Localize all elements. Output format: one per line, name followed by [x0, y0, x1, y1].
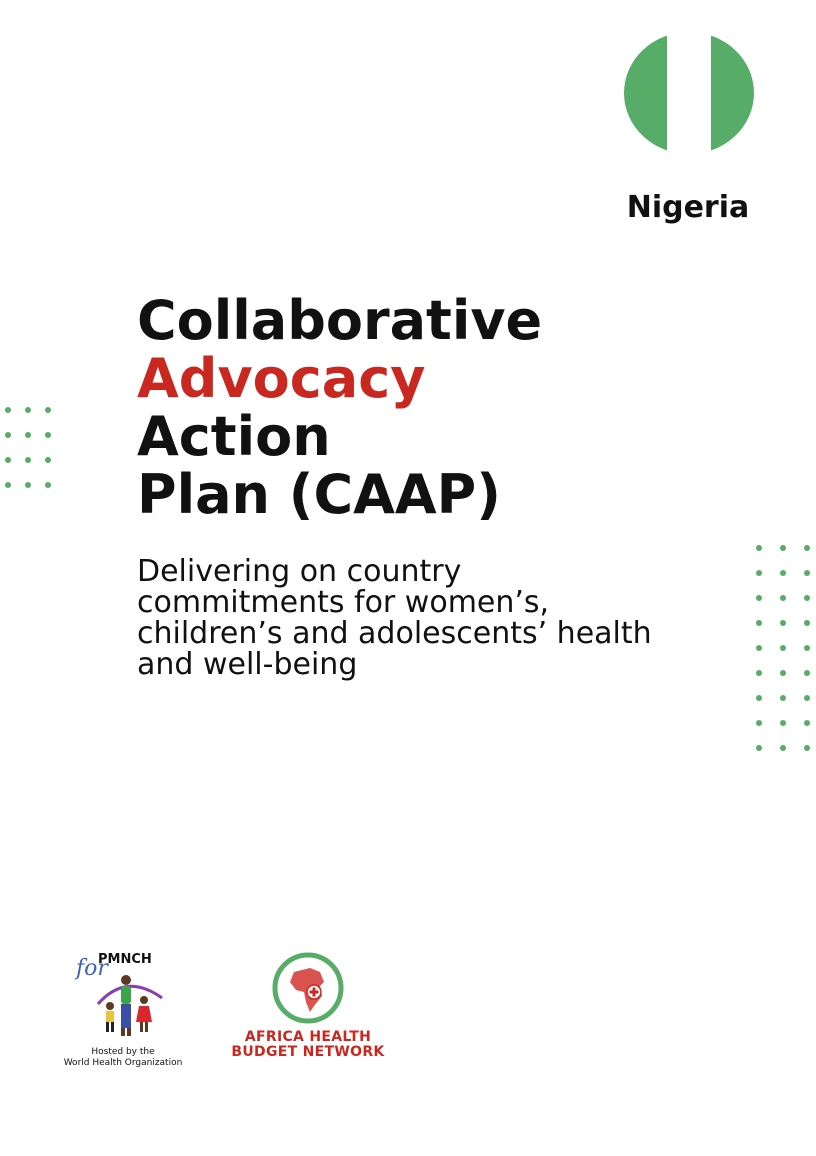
pmnch-hosted-line-2: World Health Organization [63, 1058, 183, 1068]
africa-map-cross-icon [270, 950, 346, 1026]
decorative-dot [756, 720, 762, 726]
decorative-dot [5, 482, 11, 488]
document-title [137, 289, 543, 526]
decorative-dot [804, 545, 810, 551]
decorative-dot [804, 620, 810, 626]
decorative-dot [5, 407, 11, 413]
title-line-4: Plan (CAAP) [137, 463, 501, 526]
decorative-dot [804, 670, 810, 676]
decorative-dot [780, 720, 786, 726]
ahbn-line-2: BUDGET NETWORK [231, 1044, 385, 1060]
decorative-dot [756, 595, 762, 601]
pmnch-logo [58, 950, 188, 1072]
ahbn-logo [228, 950, 388, 1072]
pmnch-name: PMNCH [98, 952, 152, 967]
decorative-dot [804, 595, 810, 601]
decorative-dot [45, 432, 51, 438]
subtitle-line-1: Delivering on country [137, 554, 462, 589]
decorative-dot [25, 432, 31, 438]
decorative-dot [25, 482, 31, 488]
decorative-dot [756, 645, 762, 651]
decorative-dot [45, 482, 51, 488]
subtitle-line-4: and well-being [137, 647, 358, 682]
decorative-dot [780, 670, 786, 676]
decorative-dot [25, 407, 31, 413]
decorative-dot [780, 645, 786, 651]
decorative-dot [756, 620, 762, 626]
decorative-dot [756, 545, 762, 551]
decorative-dot [804, 645, 810, 651]
title-line-3: Action [137, 405, 331, 468]
subtitle-line-3: children’s and adolescents’ health [137, 616, 652, 651]
decorative-dot [45, 407, 51, 413]
subtitle-line-2: commitments for women’s, [137, 585, 550, 620]
decorative-dots-right [750, 540, 816, 752]
pmnch-family-icon [86, 964, 166, 1044]
country-name: Nigeria [626, 190, 750, 225]
decorative-dot [5, 432, 11, 438]
title-line-1: Collaborative [137, 289, 543, 352]
decorative-dot [804, 695, 810, 701]
decorative-dot [756, 695, 762, 701]
decorative-dot [780, 695, 786, 701]
decorative-dots-left [0, 404, 60, 494]
decorative-dot [5, 457, 11, 463]
decorative-dot [780, 545, 786, 551]
ahbn-name [228, 1030, 388, 1060]
decorative-dot [45, 457, 51, 463]
pmnch-for-text: for [76, 956, 108, 981]
ahbn-line-1: AFRICA HEALTH [244, 1029, 372, 1045]
decorative-dot [756, 745, 762, 751]
nigeria-flag-icon [624, 32, 754, 154]
decorative-dot [756, 570, 762, 576]
decorative-dot [804, 720, 810, 726]
decorative-dot [804, 570, 810, 576]
decorative-dot [25, 457, 31, 463]
title-line-2: Advocacy [137, 347, 426, 410]
decorative-dot [756, 670, 762, 676]
decorative-dot [780, 745, 786, 751]
document-subtitle [137, 556, 717, 680]
decorative-dot [804, 745, 810, 751]
decorative-dot [780, 570, 786, 576]
decorative-dot [780, 595, 786, 601]
pmnch-hosted-line-1: Hosted by the [91, 1047, 155, 1057]
pmnch-hosted-text [58, 1047, 188, 1069]
decorative-dot [780, 620, 786, 626]
